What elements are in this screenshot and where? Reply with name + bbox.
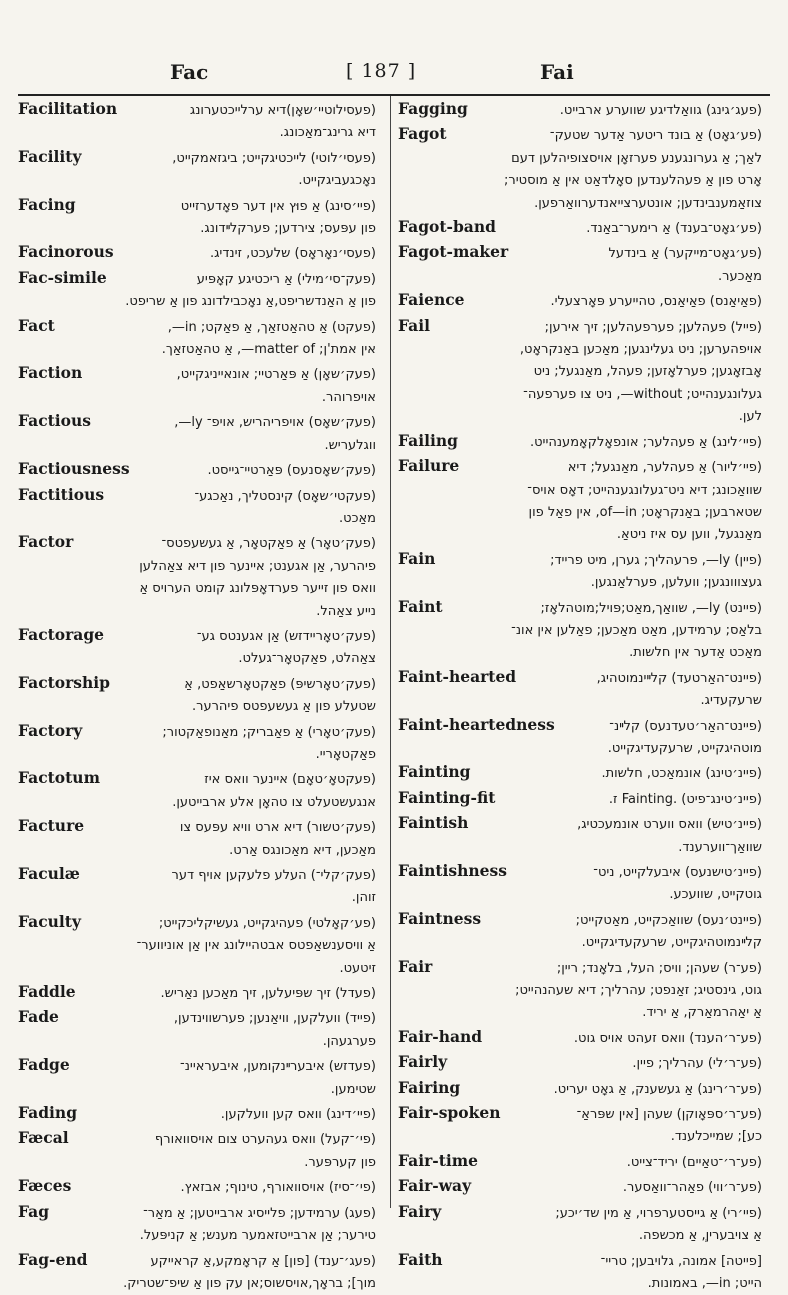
definition-text: (פיינ׳טינג) אונמאַכט, חלשות. xyxy=(475,763,762,785)
definition-text: (פעסי׳נאָראָס) שלעכט, זינדיג. xyxy=(118,243,376,265)
definition-continuation: געלונגענהייט; without—, ניט צו פערפעה־ xyxy=(398,384,762,406)
dictionary-entry xyxy=(398,548,762,595)
entry-first-line xyxy=(398,908,762,932)
headword: Facility xyxy=(18,146,81,168)
definition-continuation: לאַך; אַ גערונגענע פערזאָן אויסצופיהלען דעם xyxy=(398,148,762,170)
definition-continuation: מוך]; בראָך,אויסשוס;אן עק פון אַ שיפ־שטריק. xyxy=(18,1273,376,1295)
right-column xyxy=(398,98,762,1208)
entry-first-line xyxy=(18,720,376,744)
entry-first-line xyxy=(398,1026,762,1050)
definition-text: (פע־ר) שעהן; וויס; העל, בלאָנד; ריין; xyxy=(436,958,762,980)
headword: Fæcal xyxy=(18,1127,69,1149)
headword: Failure xyxy=(398,455,459,477)
headword: Factotum xyxy=(18,767,100,789)
dictionary-entry xyxy=(398,812,762,859)
headword: Factor xyxy=(18,531,73,553)
dictionary-entry xyxy=(398,787,762,811)
entry-first-line xyxy=(18,672,376,696)
entry-first-line xyxy=(18,1249,376,1273)
header-left-guideword: Fac xyxy=(170,60,208,84)
definition-text: [פייטה] אמונה, גלויבען; טריי־ xyxy=(447,1251,762,1273)
definition-text: (פיינט־האַרטעד) קלײינמוטהיג, xyxy=(520,668,762,690)
entry-first-line xyxy=(18,267,376,291)
dictionary-entry xyxy=(18,531,376,623)
page-header xyxy=(0,60,788,94)
definition-continuation: לען. xyxy=(398,406,762,428)
definition-text: (פעג׳גינג) גוואַלדיגע שווערע ארבייט. xyxy=(472,100,762,122)
definition-continuation: מאַכען, דיא מאַכונגס אַרט. xyxy=(18,840,376,862)
headword: Fade xyxy=(18,1006,59,1028)
definition-continuation: אָרט פון אַ פעהלענדען סאָלדאַט אין אַ מוסטיר; xyxy=(398,170,762,192)
definition-continuation: שטארבען; באַנקראָט; of—in, אין פאַל פון xyxy=(398,502,762,524)
headword: Faith xyxy=(398,1249,443,1271)
definition-continuation: אנגעשטעלט צו טהאָן אלע ארבייטען. xyxy=(18,792,376,814)
definition-continuation: אויפרוהר. xyxy=(18,387,376,409)
dictionary-entry xyxy=(18,767,376,814)
definition-continuation: שטעלע פון אַ געשעפטס פיהרער. xyxy=(18,696,376,718)
dictionary-entry xyxy=(398,1102,762,1149)
definition-text: (פע׳גאָט) אַ בונד ריטער אַדער שטעק־ xyxy=(451,125,762,147)
entry-first-line xyxy=(398,289,762,313)
dictionary-entry xyxy=(18,315,376,362)
definition-text: (פעג) ערמידען; פלייסיג ארבייטען; אַ מאַר־ xyxy=(53,1203,376,1225)
headword: Faction xyxy=(18,362,82,384)
definition-text: (פעג׳־ענד) [פון] אַ קראָמקע,אַ קראייקע xyxy=(91,1251,376,1273)
definition-text: (פע־ר׳הענד) וואס זעהט אויס גוט. xyxy=(486,1028,762,1050)
entry-first-line xyxy=(18,194,376,218)
entry-first-line xyxy=(398,596,762,620)
dictionary-entry xyxy=(398,908,762,955)
headword: Factorship xyxy=(18,672,110,694)
headword: Fair-way xyxy=(398,1175,471,1197)
headword: Fagot-band xyxy=(398,216,496,238)
definition-text: (פעק׳טאָריידזש) אַן אגענטס גע־ xyxy=(108,626,376,648)
headword: Facinorous xyxy=(18,241,114,263)
dictionary-entry xyxy=(18,672,376,719)
headword: Faddle xyxy=(18,981,76,1003)
definition-continuation: גוטקייט, שוועכע. xyxy=(398,884,762,906)
entry-first-line xyxy=(18,146,376,170)
definition-continuation: וואס פון זייער פערדאָפּלונג קומט הערויס אַ xyxy=(18,578,376,600)
definition-text: (פיי׳סינג) אַ פוּץ אין דער פאָדערזייט xyxy=(80,196,376,218)
entry-first-line xyxy=(18,1054,376,1078)
headword: Faint-heartedness xyxy=(398,714,555,736)
headword: Fading xyxy=(18,1102,77,1124)
definition-continuation: גוט, גינסטיג; זאַנפט; עהרליך; דיא שעהנהייט; xyxy=(398,980,762,1002)
definition-continuation: פיהרער, אַן אגענט; איינער פון דיא צאַהלען xyxy=(18,556,376,578)
entry-first-line xyxy=(398,787,762,811)
definition-continuation: בלאַס; ערמידען, מאַט מאַכען; פאַלען אין אונ־ xyxy=(398,620,762,642)
headword: Factiousness xyxy=(18,458,130,480)
header-right-guideword: Fai xyxy=(540,60,574,84)
definition-text: (פע־ר׳־טאַיים) יריד־צייט. xyxy=(482,1152,762,1174)
headword: Factorage xyxy=(18,624,104,646)
definition-text: (פע־ר׳רינג) אַ געשענק, אַ גאָט יעריט. xyxy=(464,1079,762,1101)
definition-text: (פעקטאָ׳טאָם) איינער וואס איז xyxy=(104,769,376,791)
entry-first-line xyxy=(18,410,376,434)
dictionary-entry xyxy=(398,1175,762,1199)
definition-continuation: געצווונגען; וועלען, פערלאַנגען. xyxy=(398,572,762,594)
headword: Fair-hand xyxy=(398,1026,482,1048)
dictionary-entry xyxy=(398,666,762,713)
entry-first-line xyxy=(398,1051,762,1075)
definition-continuation: דיא גרינג־מאַכונג. xyxy=(18,122,376,144)
definition-text: (פעק׳שאָסנעס) פּאַרטיי־גייסט. xyxy=(134,460,376,482)
headword: Fairly xyxy=(398,1051,447,1073)
definition-text: (פיינ׳טישנעס) איבעלקייט, ניט־ xyxy=(511,862,762,884)
definition-continuation: ווגלעריש. xyxy=(18,435,376,457)
dictionary-entry xyxy=(398,430,762,454)
definition-text: (פעדזש) איבערײנקומען, איבעראיינ־ xyxy=(74,1056,376,1078)
definition-continuation: זוהן. xyxy=(18,887,376,909)
definition-text: (פעק׳טאָר) אַ פאַקטאָר, אַ געשעפטס־ xyxy=(77,533,376,555)
entry-first-line xyxy=(18,315,376,339)
dictionary-entry xyxy=(18,863,376,910)
entry-first-line xyxy=(398,548,762,572)
entry-first-line xyxy=(18,1006,376,1030)
definition-text: (פע־ר׳ווי) פאַהר־וואַסער. xyxy=(475,1177,762,1199)
dictionary-entry xyxy=(18,241,376,265)
headword: Faint xyxy=(398,596,443,618)
dictionary-entry xyxy=(18,1127,376,1174)
dictionary-entry xyxy=(398,714,762,761)
dictionary-entry xyxy=(18,1006,376,1053)
definition-continuation: נאָכגעביגקייט. xyxy=(18,170,376,192)
dictionary-entry xyxy=(398,455,762,547)
entry-first-line xyxy=(398,315,762,339)
definition-text: (פיינט־האַר׳טעדנעס) קלײנ־ xyxy=(559,716,762,738)
headword: Fac-simile xyxy=(18,267,107,289)
headword: Fagot-maker xyxy=(398,241,508,263)
definition-continuation: מאַכער. xyxy=(398,266,762,288)
dictionary-entry xyxy=(398,1077,762,1101)
entry-first-line xyxy=(18,1201,376,1225)
dictionary-entry xyxy=(398,1051,762,1075)
definition-text: (פע׳קאָלטי) פעהיגקייט, געשיקליכקייט; xyxy=(85,913,376,935)
dictionary-entry xyxy=(398,956,762,1025)
definition-continuation: מאַנגעל, ווען עס איז ניטאַ. xyxy=(398,524,762,546)
dictionary-entry xyxy=(398,860,762,907)
entry-first-line xyxy=(398,98,762,122)
dictionary-entry xyxy=(398,1249,762,1295)
dictionary-entry xyxy=(18,1249,376,1295)
headword: Faintish xyxy=(398,812,468,834)
dictionary-entry xyxy=(18,484,376,531)
definition-text: (פעקטי׳שאָס) קינסטליך, נאַכגע־ xyxy=(108,486,376,508)
entry-first-line xyxy=(18,1102,376,1126)
dictionary-entry xyxy=(18,267,376,314)
entry-first-line xyxy=(398,1077,762,1101)
definition-continuation: שוואַך־ווערענד. xyxy=(398,837,762,859)
entry-first-line xyxy=(398,123,762,147)
headword: Faculæ xyxy=(18,863,80,885)
headword: Fadge xyxy=(18,1054,70,1076)
headword: Faculty xyxy=(18,911,81,933)
entry-first-line xyxy=(398,666,762,690)
headword: Fair-time xyxy=(398,1150,478,1172)
entry-first-line xyxy=(18,1127,376,1151)
dictionary-entry xyxy=(398,241,762,288)
dictionary-entry xyxy=(18,458,376,482)
definition-text: (פאַיאַנס) פאַיאַנס, טהייערע פּאָרצעלי. xyxy=(469,291,762,313)
headword: Fairing xyxy=(398,1077,460,1099)
definition-text: (פעק־סי׳מילי) אַ ריכטיגע קאָפּיע xyxy=(111,269,376,291)
definition-continuation: אויפהערען; ניט געלינגען; מאַכען באַנקראָט, xyxy=(398,339,762,361)
dictionary-entry xyxy=(18,362,376,409)
headword: Faint-hearted xyxy=(398,666,516,688)
headword: Facilitation xyxy=(18,98,117,120)
headword: Fag xyxy=(18,1201,49,1223)
definition-text: (פיי׳ליור) אַ פעהלער, מאַנגעל; דיא xyxy=(463,457,762,479)
entry-first-line xyxy=(398,1201,762,1225)
headword: Faintness xyxy=(398,908,481,930)
entry-first-line xyxy=(398,216,762,240)
definition-text: (פע־ר׳לי) עהרליך; פיין. xyxy=(451,1053,762,1075)
definition-text: (פעק׳שאָס) אויפריהריש, אויפ־ ly—, xyxy=(95,412,376,434)
dictionary-entry xyxy=(18,194,376,241)
headword: Factious xyxy=(18,410,91,432)
entry-first-line xyxy=(18,531,376,555)
definition-text: (פעקט) אַ טהאַטזאַך, אַ פאַקט; in—, xyxy=(59,317,376,339)
dictionary-entry xyxy=(398,761,762,785)
headword: Fact xyxy=(18,315,55,337)
entry-first-line xyxy=(398,1249,762,1273)
definition-text: (פי׳־קעל) וואס געהערט צום אויסוואורף xyxy=(73,1129,376,1151)
dictionary-entry xyxy=(398,1150,762,1174)
definition-text: (פעק׳טאָרי) אַ פאַבריק; מאַנופאַקטור; xyxy=(86,722,376,744)
definition-continuation: אַ וויסענשאַפטס אבטהיילונג אין אַן אוניווער־ xyxy=(18,935,376,957)
entry-first-line xyxy=(18,815,376,839)
dictionary-entry xyxy=(18,815,376,862)
dictionary-entry xyxy=(18,1102,376,1126)
headword: Fain xyxy=(398,548,435,570)
headword: Factory xyxy=(18,720,82,742)
dictionary-entry xyxy=(398,1026,762,1050)
dictionary-entry xyxy=(398,315,762,429)
definition-text: (פע׳גאָט־בענד) אַ רימער־באַנד. xyxy=(500,218,762,240)
entry-first-line xyxy=(398,1102,762,1126)
dictionary-entry xyxy=(398,123,762,215)
entry-first-line xyxy=(18,911,376,935)
definition-text: (פע־ר׳ספּאָוקן) שעהן [אין שפּראַ־ xyxy=(504,1104,762,1126)
definition-text: (פיינט׳נעס) שוואַכקייט, מאַטקייט; xyxy=(485,910,762,932)
definition-text: (פיינט) ly—, שוואַך,מאַט;פּויל;מוטהלאָז; xyxy=(447,598,762,620)
header-rule xyxy=(18,94,770,96)
definition-continuation: פאַקטאָריי. xyxy=(18,744,376,766)
dictionary-entry xyxy=(18,1054,376,1101)
definition-continuation: שוואַכונג; דיא ניט־געלונגענהייט; דאָס אויס־ xyxy=(398,480,762,502)
entry-first-line xyxy=(398,241,762,265)
definition-text: (פע׳גאָט־מייקער) אַ בינדעל xyxy=(512,243,762,265)
definition-text: (פיין) ly—, פרעהליך; גערן, מיט פרייד; xyxy=(439,550,762,572)
definition-continuation: אַ יאַהרמאַרק, אַ יריד. xyxy=(398,1002,762,1024)
dictionary-entry xyxy=(18,98,376,145)
definition-continuation: מוטהיגקייט, שרעקעדיגקייט. xyxy=(398,738,762,760)
definition-text: (פעק׳טאָרשיפּ) פאַקטאָרשאַפט, אַ xyxy=(114,674,376,696)
entry-first-line xyxy=(398,714,762,738)
definition-text: (פיינ׳טינג־פיט) .Fainting ז. xyxy=(499,789,762,811)
headword: Fair xyxy=(398,956,432,978)
definition-continuation: פערגעהן. xyxy=(18,1031,376,1053)
definition-text: (פעק׳קלי־) העלע פלעקען אויף דער xyxy=(84,865,376,887)
entry-first-line xyxy=(18,98,376,122)
headword: Factitious xyxy=(18,484,104,506)
definition-text: (פעסילוטיי׳שאָן)דיא ערלייכטערונג xyxy=(121,100,376,122)
entry-first-line xyxy=(18,484,376,508)
headword: Fainting-fit xyxy=(398,787,495,809)
dictionary-entry xyxy=(18,1175,376,1199)
headword: Fairy xyxy=(398,1201,441,1223)
headword: Fag-end xyxy=(18,1249,87,1271)
entry-first-line xyxy=(398,860,762,884)
entry-first-line xyxy=(398,430,762,454)
dictionary-entry xyxy=(398,216,762,240)
entry-first-line xyxy=(18,1175,376,1199)
definition-continuation: שטימען. xyxy=(18,1079,376,1101)
definition-continuation: צוזאַמענבינדען; אונטערצייאנדערוואַרפען. xyxy=(398,193,762,215)
dictionary-entry xyxy=(18,911,376,980)
dictionary-entry xyxy=(18,720,376,767)
headword: Fainting xyxy=(398,761,471,783)
headword: Fæces xyxy=(18,1175,71,1197)
definition-continuation: פון עפּעס; צירדען; פערקלײדונג. xyxy=(18,218,376,240)
definition-continuation: אין אמת'ן; matter of—, אַ טהאַטזאַך. xyxy=(18,339,376,361)
definition-continuation: פון קערפּער. xyxy=(18,1152,376,1174)
headword: Fagging xyxy=(398,98,468,120)
definition-continuation: מאַכט אַדער אין חלשות. xyxy=(398,642,762,664)
definition-text: (פיי׳לינג) אַ פעהלער; אונפאָלקאָמענהייט. xyxy=(462,432,762,454)
dictionary-entry xyxy=(398,1201,762,1248)
dictionary-entry xyxy=(18,1201,376,1248)
definition-text: (פיי׳רי) אַ גייסטערפרוי, אַ מין שד׳יכע; xyxy=(445,1203,762,1225)
definition-continuation: זיטעט. xyxy=(18,958,376,980)
entry-first-line xyxy=(18,458,376,482)
definition-continuation: מאַכט. xyxy=(18,508,376,530)
entry-first-line xyxy=(18,624,376,648)
entry-first-line xyxy=(18,767,376,791)
definition-text: (פעק׳שאָן) אַ פּאַרטיי; אונאייניגקייט, xyxy=(86,364,376,386)
headword: Faience xyxy=(398,289,465,311)
entry-first-line xyxy=(398,812,762,836)
entry-first-line xyxy=(18,863,376,887)
entry-first-line xyxy=(398,1175,762,1199)
definition-continuation: טירער; אַן ארבייטזאמער מענש; אַ קניפּעל. xyxy=(18,1225,376,1247)
definition-text: (פייד) וועלקען, וויאַנען; פערשווינדען, xyxy=(63,1008,376,1030)
entry-first-line xyxy=(398,761,762,785)
definition-continuation: הייט; in—, באמונות. xyxy=(398,1273,762,1295)
definition-continuation: שרעקעדיג. xyxy=(398,690,762,712)
headword: Failing xyxy=(398,430,458,452)
definition-continuation: נייע צאַהל. xyxy=(18,601,376,623)
headword: Facing xyxy=(18,194,76,216)
entry-first-line xyxy=(398,1150,762,1174)
dictionary-entry xyxy=(18,146,376,193)
definition-text: (פייל) פעהלען; פערפעהלען; זיך אירען; xyxy=(434,317,762,339)
definition-text: (פיינ׳טיש) וואס ווערט אונמעכטיג, xyxy=(472,814,762,836)
dictionary-entry xyxy=(398,98,762,122)
entry-first-line xyxy=(18,241,376,265)
definition-text: (פעסי׳לוטי) לייכטיגקייט; ביגזאמקייט, xyxy=(85,148,376,170)
definition-continuation: אַ צויבעריןְ, אַ מכשפה. xyxy=(398,1225,762,1247)
left-column xyxy=(18,98,376,1208)
definition-continuation: פון אַ האַנדשריפט,אַ נאָכבילדונג פון אַ שריפט. xyxy=(18,291,376,313)
definition-continuation: אָבזאָגען; פערלאָזען; פעהל, מאַנגעל; ניט xyxy=(398,361,762,383)
headword: Facture xyxy=(18,815,84,837)
headword: Faintishness xyxy=(398,860,507,882)
definition-continuation: קלײנמוטהיגקייט, שרעקעדיגקייט. xyxy=(398,932,762,954)
headword: Fair-spoken xyxy=(398,1102,500,1124)
entry-first-line xyxy=(398,455,762,479)
dictionary-entry xyxy=(398,596,762,665)
definition-text: (פיי׳דינג) וואס קען וועלקען. xyxy=(81,1104,376,1126)
dictionary-entry xyxy=(18,624,376,671)
page-number: [ 187 ] xyxy=(346,60,416,82)
headword: Fagot xyxy=(398,123,447,145)
column-divider xyxy=(390,96,391,1208)
definition-text: (פעדל) זיך שפּיעלען, זיך מאַכען נאַריש. xyxy=(80,983,376,1005)
definition-continuation: כע]; שמייכלענד. xyxy=(398,1126,762,1148)
dictionary-entry xyxy=(18,410,376,457)
headword: Fail xyxy=(398,315,430,337)
entry-first-line xyxy=(398,956,762,980)
definition-continuation: צאַהלט, פאַקטאָר־געלט. xyxy=(18,648,376,670)
dictionary-entry xyxy=(18,981,376,1005)
definition-text: (פי׳־סיז) אויסוואורף, טינוף; אבזאץ. xyxy=(75,1177,376,1199)
definition-text: (פעק׳טשור) דיא ארט וויא עפּעס צו xyxy=(88,817,376,839)
entry-first-line xyxy=(18,362,376,386)
dictionary-entry xyxy=(398,289,762,313)
entry-first-line xyxy=(18,981,376,1005)
